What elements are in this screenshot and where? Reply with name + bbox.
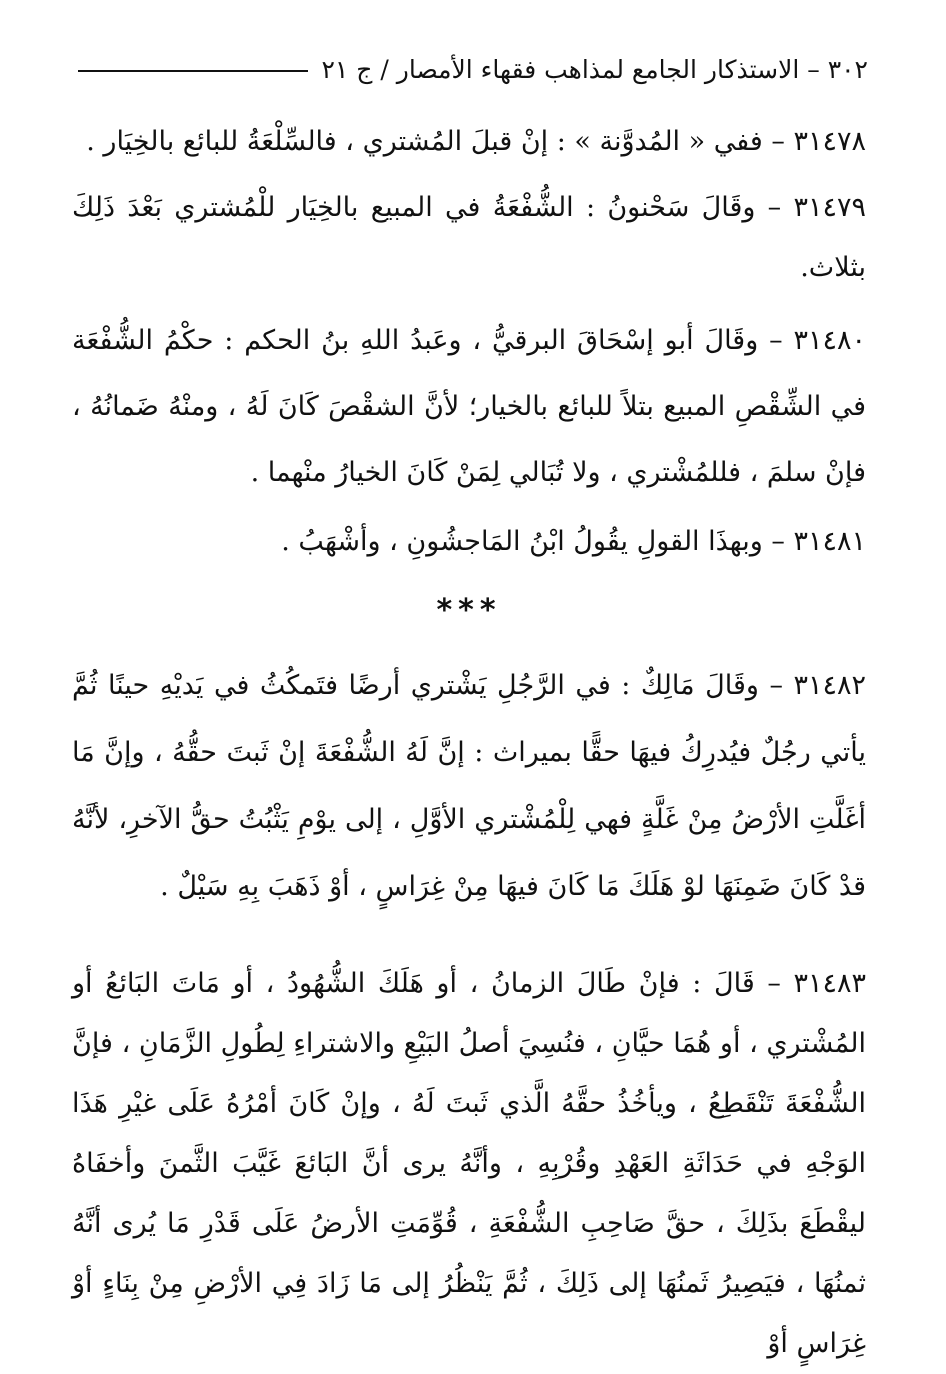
running-header	[78, 52, 868, 86]
paragraph-31479: ٣١٤٧٩ – وقَالَ سَحْنونُ : الشُّفْعَةُ في المبيع بالخِيَار للْمُشتري بَعْدَ ذَلِكَ بثلاث.	[72, 192, 866, 283]
header-rule	[78, 70, 308, 72]
paragraph-31481: ٣١٤٨١ – وبهذَا القولِ يقُولُ ابْنُ المَاجشُونِ ، وأشْهَبُ .	[281, 526, 866, 557]
paragraph-31483: ٣١٤٨٣ – قَالَ : فإنْ طَالَ الزمانُ ، أو هَلَكَ الشُّهُودُ ، أو مَاتَ البَائعُ أو المُشْتري ، أو هُمَا حيَّانِ ، فنُسِيَ أصلُ البَيْعِ والاشتراءِ لِطُولِ الزَّمَانِ ، فإنَّ الشُّفْعَةَ تَنْقَطِعُ ، ويأخُذُ حقَّهُ الَّذي ثَبتَ لَهُ ، وإنْ كَانَ أمْرُهُ عَلَى غيْرِ هَذَا الوَجْهِ في حَدَاثَةِ العَهْدِ وقُرْبِهِ ، وأنَّهُ يرى أنَّ البَائعَ غَيَّبَ الثَّمنَ وأخفَاهُ ليقْطَعَ بذَلِكَ ، حقَّ صَاحِبِ الشُّفْعَةِ ، قُوِّمَتِ الأرضُ عَلَى قَدْرِ مَا يُرى أنَّهُ ثمنُهَا ، فيَصِيرُ ثَمنُهَا إلى ذَلِكَ ، ثُمَّ يَنْظُرُ إلى مَا زَادَ فِي الأرْضِ مِنْ بِنَاءٍ أوْ غِرَاسٍ أوْ	[72, 968, 866, 1359]
paragraph-31482: ٣١٤٨٢ – وقَالَ مَالِكٌ : في الرَّجُلِ يَشْتري أرضًا فتَمكُثُ في يَديْهِ حينًا ثُمَّ يأتي رجُلٌ فيُدرِكُ فيهَا حقًّا بميراث : إنَّ لَهُ الشُّفْعَةَ إنْ ثَبتَ حقُّهُ ، وإنَّ مَا أغَلَّتِ الأرْضُ مِنْ غَلَّةٍ فهي لِلْمُشْتري الأوَّلِ ، إلى يوْمِ يَثْبُتُ حقُّ الآخرِ، لأنَّهُ قدْ كَانَ ضَمِنَهَا لوْ هَلَكَ مَا كَانَ فيهَا مِنْ غِرَاسٍ ، أوْ ذَهَبَ بِهِ سَيْلٌ .	[72, 670, 866, 902]
paragraph-31480: ٣١٤٨٠ – وقَالَ أبو إسْحَاقَ البرقيُّ ، وعَبدُ اللهِ بنُ الحكم : حكْمُ الشُّفْعَة في الشِّقْصِ المبيع بتلاً للبائع بالخيار؛ لأنَّ الشقْصَ كَانَ لَهُ ، ومنْهُ ضَمانُهُ ، فإنْ سلمَ ، فللمُشْتري ، ولا تُبَالي لِمَنْ كَانَ الخيارُ منْهما .	[72, 325, 866, 488]
page-body	[72, 112, 866, 1374]
header-title: ٣٠٢ – الاستذكار الجامع لمذاهب فقهاء الأمصار / ج ٢١	[321, 54, 868, 84]
paragraph-31478: ٣١٤٧٨ – ففي « المُدوَّنة » : إنْ قبلَ المُشتري ، فالسِّلْعَةُ للبائع بالخِيَار .	[86, 126, 866, 157]
section-separator: ***	[436, 593, 502, 628]
